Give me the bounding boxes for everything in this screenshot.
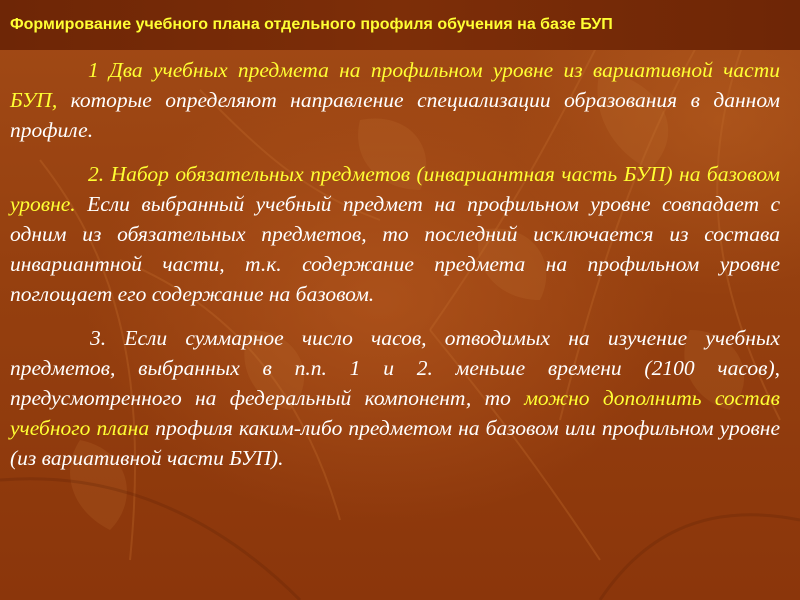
paragraph-3-text-before: Если суммарное число часов, отводимых на изучение учебных предметов, выбранных в п.п. 1 и 2. меньше времени (2100 часов), предусмотренного на федеральный компонент, то: [10, 326, 780, 410]
slide-content: [10, 55, 780, 487]
paragraph-2-text: Если выбранный учебный предмет на профильном уровне совпадает с одним из обязательных предметов, то последний исключается из состава инвариантной части, т.к. содержание предмета на профильном уровне поглощает его содержание на базовом.: [10, 192, 780, 306]
paragraph-1-text: которые определяют направление специализации образования в данном профиле.: [10, 88, 780, 142]
paragraph-2: [10, 159, 780, 309]
paragraph-3-number: 3.: [90, 326, 107, 350]
paragraph-1: [10, 55, 780, 145]
paragraph-3: [10, 323, 780, 473]
paragraph-3-highlight: можно дополнить состав учебного плана: [10, 386, 781, 440]
paragraph-2-number: 2.: [88, 162, 105, 186]
paragraph-2-highlight: Набор обязательных предметов (инвариантная часть БУП) на базовом уровне.: [10, 162, 781, 216]
paragraph-1-highlight: Два учебных предмета на профильном уровне из вариативной части БУП,: [10, 58, 781, 112]
slide-title: Формирование учебного плана отдельного профиля обучения на базе БУП: [10, 16, 613, 33]
paragraph-1-number: 1: [88, 58, 99, 82]
paragraph-3-text: профиля каким-либо предметом на базовом или профильном уровне (из вариативной части БУП).: [10, 416, 780, 470]
